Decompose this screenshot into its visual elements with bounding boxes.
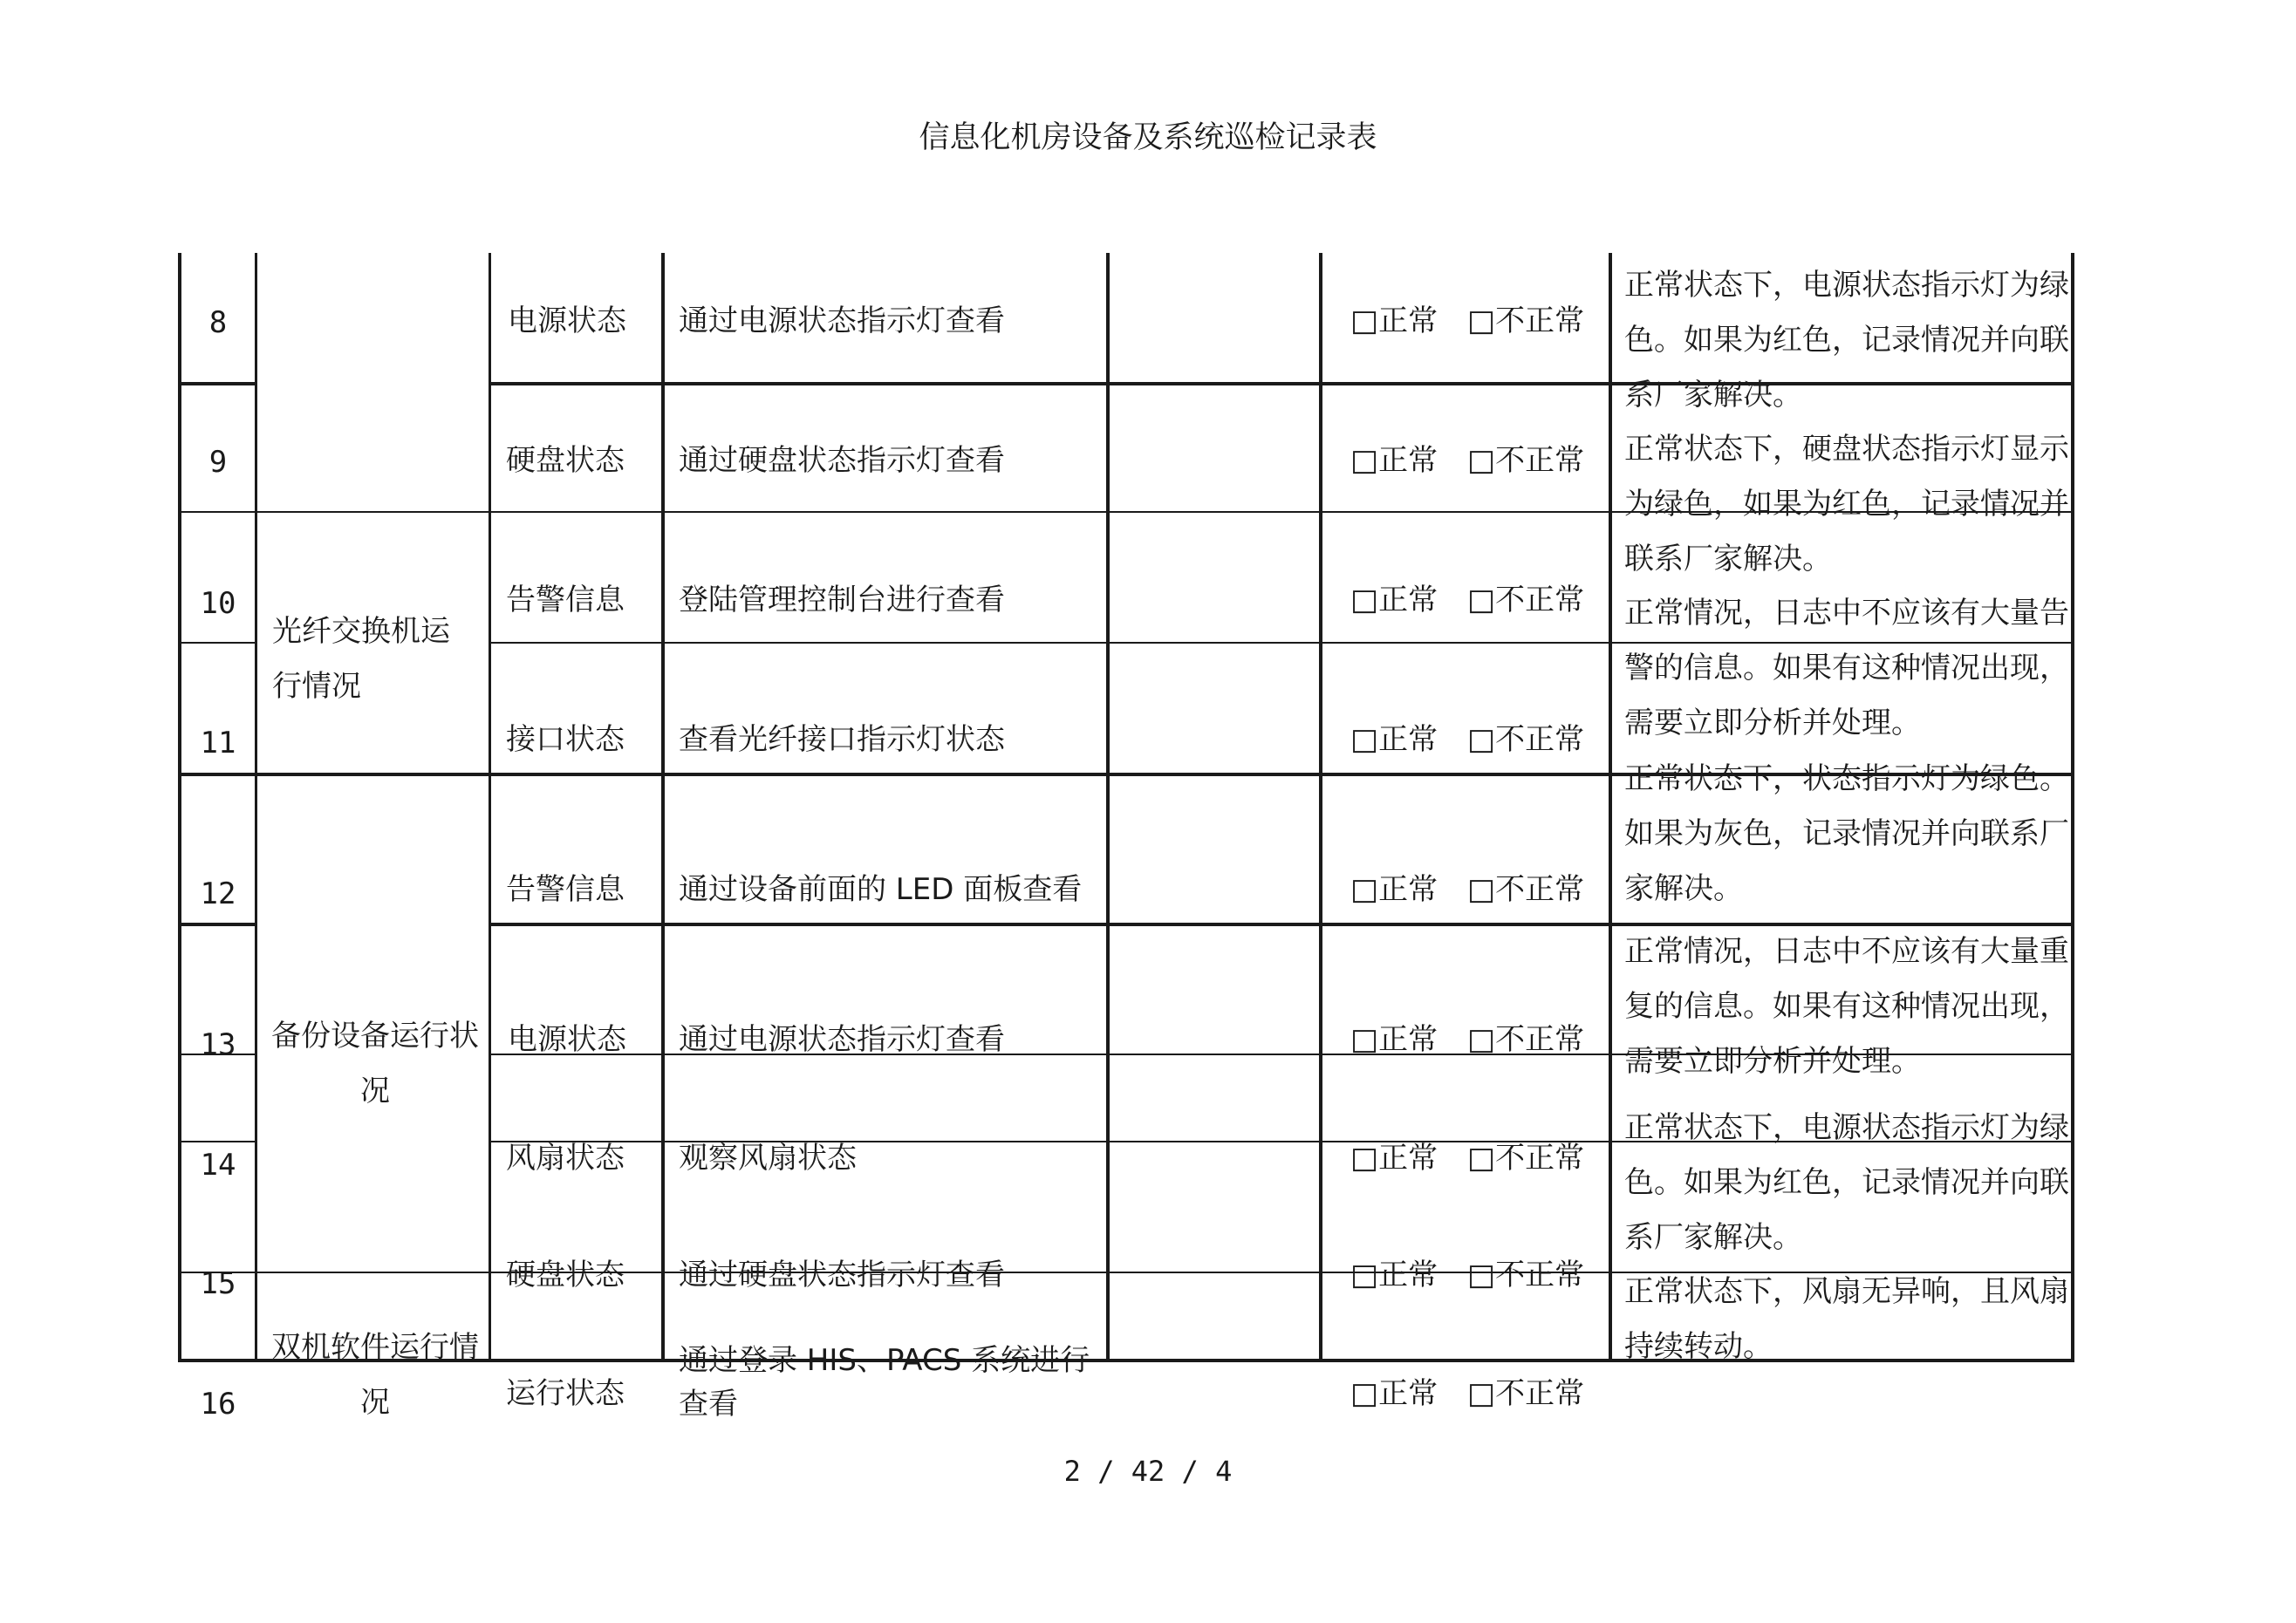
remark-text: 正常情况，日志中不应该有大量告警的信息。如果有这种情况出现，需要立即分析并处理。	[1624, 596, 2069, 740]
row-number: 13	[200, 1027, 236, 1062]
normal-checkbox[interactable]: □正常	[1350, 303, 1438, 338]
normal-checkbox[interactable]: □正常	[1350, 872, 1438, 907]
abnormal-checkbox[interactable]: □不正常	[1467, 1258, 1585, 1292]
row-number: 15	[200, 1266, 236, 1301]
page-indicator: 2 / 42 / 4	[1063, 1455, 1233, 1488]
abnormal-checkbox[interactable]: □不正常	[1467, 443, 1585, 478]
row-number: 8	[208, 305, 228, 340]
check-method: 观察风扇状态	[679, 1141, 857, 1176]
col-divider	[1106, 253, 1110, 1362]
row-number: 14	[200, 1148, 236, 1183]
normal-checkbox[interactable]: □正常	[1350, 1376, 1438, 1411]
check-method: 通过电源状态指示灯查看	[679, 303, 1005, 338]
abnormal-checkbox[interactable]: □不正常	[1467, 303, 1585, 338]
check-item: 风扇状态	[506, 1141, 625, 1176]
remark-text: 正常状态下，硬盘状态指示灯显示为绿色，如果为红色，记录情况并联系厂家解决。	[1624, 432, 2069, 576]
check-method: 通过设备前面的 LED 面板查看	[679, 872, 1083, 907]
check-method: 通过电源状态指示灯查看	[679, 1022, 1005, 1057]
row-divider	[178, 382, 256, 385]
remark-text: 正常状态下，状态指示灯为绿色。如果为灰色，记录情况并向联系厂家解决。	[1624, 761, 2069, 906]
remark-text: 正常情况，日志中不应该有大量重复的信息。如果有这种情况出现，需要立即分析并处理。	[1624, 934, 2069, 1079]
check-item: 告警信息	[506, 872, 625, 907]
check-item: 硬盘状态	[506, 443, 625, 478]
check-item: 接口状态	[506, 722, 625, 757]
abnormal-checkbox[interactable]: □不正常	[1467, 872, 1585, 907]
normal-checkbox[interactable]: □正常	[1350, 1141, 1438, 1176]
check-item: 电源状态	[508, 303, 626, 338]
row-number: 10	[200, 586, 236, 621]
row-number: 12	[200, 876, 236, 911]
col-divider	[1319, 253, 1322, 1362]
group-name: 双机软件运行情况	[271, 1330, 479, 1420]
remark-text: 正常状态下，电源状态指示灯为绿色。如果为红色，记录情况并向联系厂家解决。	[1624, 268, 2069, 413]
group-name: 光纤交换机运行情况	[272, 614, 450, 704]
group-name: 备份设备运行状况	[271, 1019, 479, 1108]
row-divider	[178, 642, 256, 644]
remark-text: 正常状态下，电源状态指示灯为绿色。如果为红色，记录情况并向联系厂家解决。	[1624, 1110, 2069, 1255]
row-divider	[178, 1141, 256, 1142]
normal-checkbox[interactable]: □正常	[1350, 443, 1438, 478]
check-method: 查看光纤接口指示灯状态	[679, 722, 1005, 757]
normal-checkbox[interactable]: □正常	[1350, 583, 1438, 617]
table-border-left	[178, 253, 181, 1362]
check-item: 告警信息	[506, 583, 625, 617]
abnormal-checkbox[interactable]: □不正常	[1467, 583, 1585, 617]
normal-checkbox[interactable]: □正常	[1350, 1258, 1438, 1292]
check-method: 通过硬盘状态指示灯查看	[679, 1258, 1005, 1292]
check-method: 通过硬盘状态指示灯查看	[679, 443, 1005, 478]
col-divider	[1609, 253, 1612, 1362]
col-divider	[489, 253, 491, 1362]
row-number: 9	[208, 445, 228, 480]
abnormal-checkbox[interactable]: □不正常	[1467, 1022, 1585, 1057]
normal-checkbox[interactable]: □正常	[1350, 1022, 1438, 1057]
check-method: 通过登录 HIS、PACS 系统进行查看	[679, 1343, 1090, 1422]
document-title: 信息化机房设备及系统巡检记录表	[919, 120, 1377, 155]
check-method: 登陆管理控制台进行查看	[679, 583, 1005, 617]
row-number: 11	[200, 726, 236, 760]
check-item: 电源状态	[508, 1022, 626, 1057]
check-item: 硬盘状态	[506, 1258, 625, 1292]
check-item: 运行状态	[506, 1376, 625, 1411]
abnormal-checkbox[interactable]: □不正常	[1467, 1141, 1585, 1176]
abnormal-checkbox[interactable]: □不正常	[1467, 722, 1585, 757]
remark-text: 正常状态下，风扇无异响，且风扇持续转动。	[1624, 1274, 2069, 1364]
normal-checkbox[interactable]: □正常	[1350, 722, 1438, 757]
row-number: 16	[200, 1387, 236, 1422]
col-divider	[661, 253, 665, 1362]
col-divider	[255, 253, 257, 1362]
abnormal-checkbox[interactable]: □不正常	[1467, 1376, 1585, 1411]
row-divider	[178, 923, 256, 926]
